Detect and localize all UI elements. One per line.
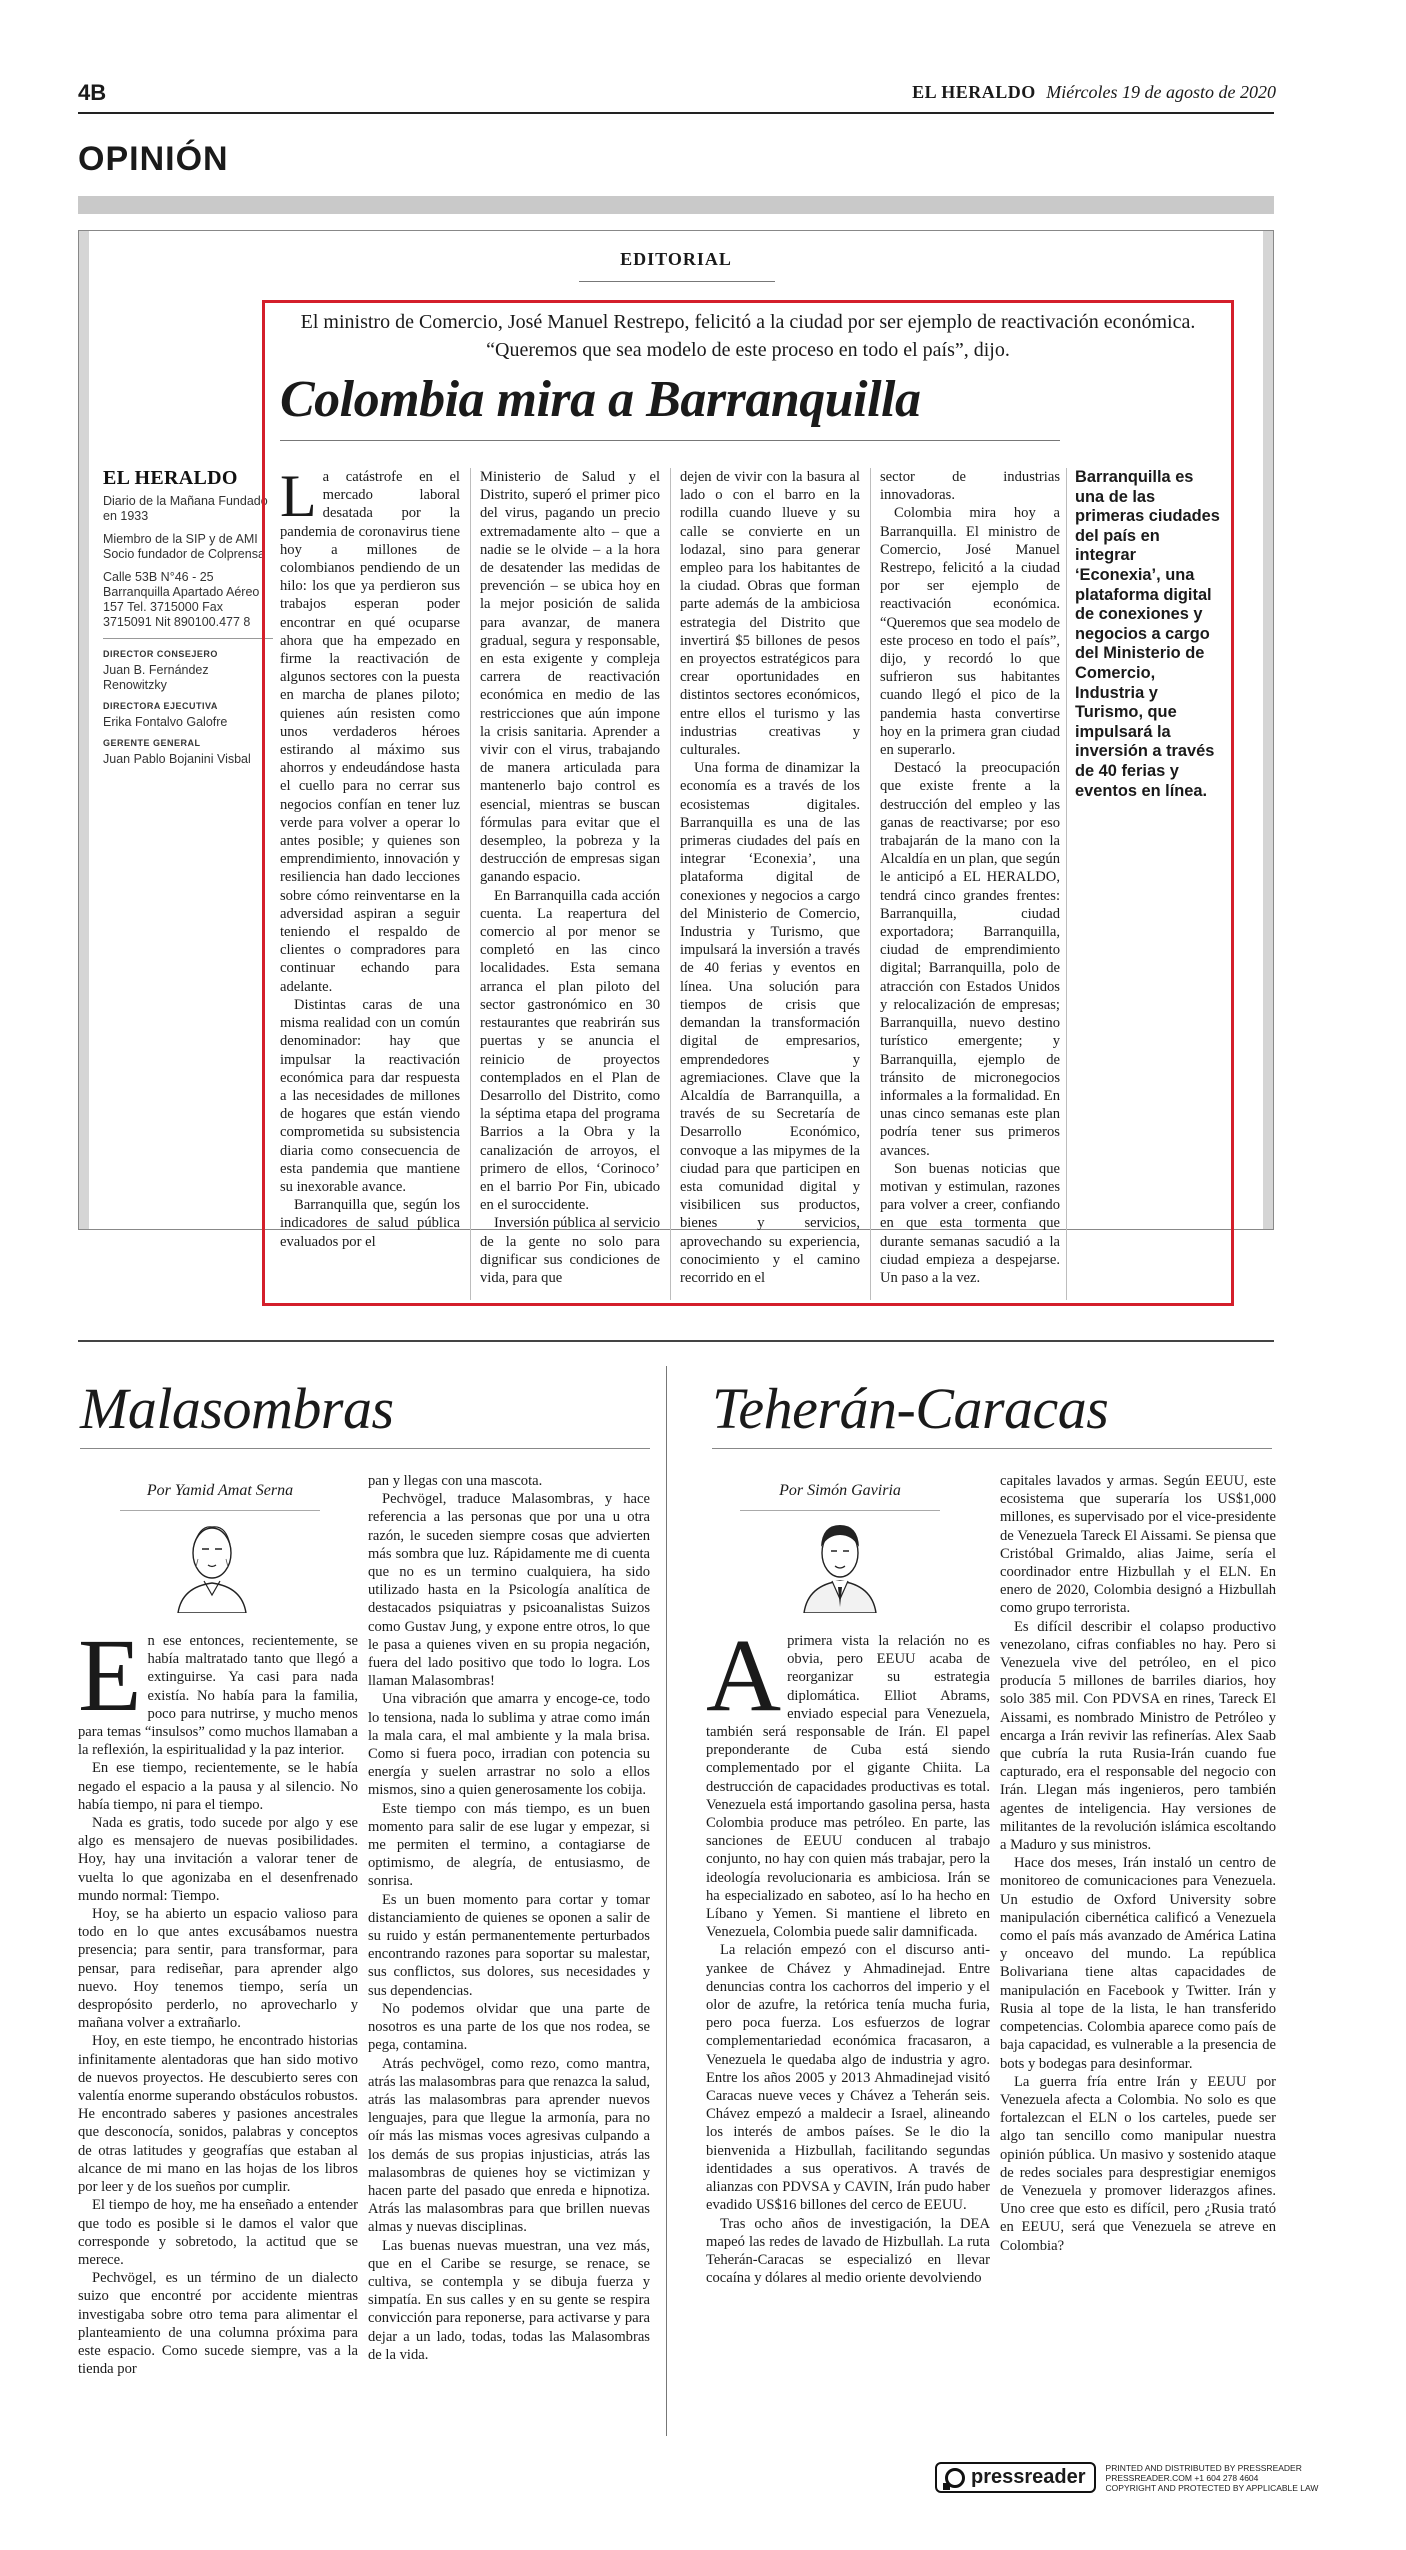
teheran-column-1: [706, 1632, 990, 2432]
editorial-label: EDITORIAL: [620, 249, 732, 269]
paragraph: Son buenas noticias que motivan y estimulan, razones para volver a creer, confiando en que esta tormenta que durante semanas sacudió a la ciudad empieza a despejarse. Un paso a la vez.: [880, 1160, 1060, 1286]
title-rule: [712, 1448, 1272, 1449]
section-separator: [78, 1340, 1274, 1342]
newspaper-name: EL HERALDO: [912, 82, 1036, 102]
pressreader-badge: [935, 2462, 1318, 2493]
section-title: OPINIÓN: [78, 140, 229, 178]
paragraph: Una vibración que amarra y encoge-ce, todo lo tensiona, nada lo sublima y atrae como imán la mala cara, el mal ambiente y la mala brisa. Como si fuera poco, irradian con potencia su energía y suelen arrastrar no solo a ellos mismos, sino a quien generosamente los cobija.: [368, 1691, 650, 1799]
masthead-sidebar: [103, 467, 273, 771]
drop-cap: E: [78, 1632, 142, 1733]
paragraph: La guerra fría entre Irán y EEUU por Venezuela afecta a Colombia. No solo es que fortalezcan el ELN o los carteles, puede ser algo tan sencillo como manipular nuestra opinión pública. Un masivo y sostenido ataque de redes sociales para desprestigiar enemigos de Venezuela y promover liderazgos afines. Uno cree que esto es difícil, pero ¿Rusia trató en EEUU, será que Venezuela se atreve en Colombia?: [1000, 2073, 1276, 2254]
pressreader-notice: PRINTED AND DISTRIBUTED BY PRESSREADER PRESSREADER.COM +1 604 278 4604 COPYRIGHT AND PROTECTED BY APPLICABLE LAW: [1105, 2462, 1319, 2493]
paragraph: La catástrofe en el mercado laboral desatada por la pandemia de coronavirus tiene hoy a millones de colombianos pendiendo de un hilo: los que ya perdieron sus trabajos esperan poder encontrar en qué ocuparse ahora que ha empezado en firme la reactivación de algunos sectores con la puesta en marcha de planes piloto; quienes aún resisten como unos verdaderos héroes estirando al máximo sus ahorros y endeudándose hasta el cuello para no cerrar sus negocios confían en tener luz verde para volver a operar lo antes posible; y quienes son emprendimiento, innovación y resiliencia han dado lecciones sobre cómo reinventarse en la adversidad aspiran a seguir teniendo el respaldo de clientes o compradores para continuar echando para adelante.: [280, 468, 460, 995]
masthead-line: [912, 82, 1276, 103]
paragraph: El tiempo de hoy, me ha enseñado a entender que todo es posible si le damos el valor que corresponde y sobretodo, la actitud que se merece.: [78, 2197, 358, 2268]
editorial-column-2: [480, 468, 660, 1300]
general-manager-role: GERENTE GENERAL: [103, 738, 201, 748]
paragraph: Hoy, en este tiempo, he encontrado historias infinitamente alentadoras que han sido motivo de nuevos proyectos. He descubierto seres con valentía enorme superando obstáculos robustos. He encontrado saberes y pasiones ancestrales que desconocía, sonidos, palabras y conceptos de otras latitudes y geografías que estaban al alcance de mi mano en las hojas de los libros por leer y de los sueños por cumplir.: [78, 2033, 358, 2196]
editorial-column-4: [880, 468, 1060, 1300]
teheran-column-2: [1000, 1472, 1276, 2432]
paragraph: Las buenas nuevas muestran, una vez más, que en el Caribe se resurge, se renace, se cultiva, se contempla y se dibuja fuerza y simpatía. En sus calles y en su gente se respira convicción para reponerse, para activarse y para dejar a un lado, todas, todas las Malasombras de la vida.: [368, 2237, 650, 2363]
paragraph: Es un buen momento para cortar y tomar distanciamiento de quienes se oponen a salir de su ruido y están permanentemente perturbados encontrando razones para soportar su malestar, sus conflictos, sus dolores, sus necesidades y sus dependencias.: [368, 1891, 650, 1999]
frame-shade-right: [1263, 231, 1273, 1229]
column-rule: [670, 468, 671, 1300]
exec-director-name: Erika Fontalvo Galofre: [103, 715, 228, 729]
pressreader-logo: [935, 2462, 1096, 2493]
paragraph: Hoy, se ha abierto un espacio valioso para todo en lo que antes excusábamos nuestra presencia; para sentir, para transformar, para pensar, para rediseñar, para aprender algo nuevo. Hoy tenemos tiempo, sería un despropósito perderlo, no aprovecharlo y mañana volver a extrañarlo.: [78, 1906, 358, 2032]
paragraph: No podemos olvidar que una parte de nosotros es una parte de los que nos rodea, se pega, contamina.: [368, 2000, 650, 2054]
general-manager-name: Juan Pablo Bojanini Visbal: [103, 752, 251, 766]
paragraph: Distintas caras de una misma realidad con un común denominador: hay que impulsar la reactivación económica para dar respuesta a las necesidades de millones de hogares que están viendo comprometida su subsistencia diaria como consecuencia de esta pandemia que mantiene su inexorable avance.: [280, 996, 460, 1195]
author-portrait-gaviria: [796, 1515, 884, 1613]
column-rule: [470, 468, 471, 1300]
frame-shade-left: [79, 231, 89, 1229]
paragraph: En ese tiempo, recientemente, se le había negado el espacio a la pausa y al silencio. No había tiempo, ni para el tiempo.: [78, 1760, 358, 1813]
title-rule: [80, 1448, 650, 1449]
teheran-title: Teherán-Caracas: [712, 1376, 1109, 1441]
malasombras-column-1: [78, 1632, 358, 2432]
editorial-label-rule: [579, 281, 775, 282]
paragraph: dejen de vivir con la basura al lado o con el barro en la rodilla cuando llueve y su calle se convierte en un lodazal, sino para generar empleo para los habitantes de la ciudad. Obras que forman parte además de la ambiciosa estrategia del Distrito que invertirá $5 billones de pesos en proyectos estratégicos para crear oportunidades en distintos sectores económicos, entre ellos el turismo y las industrias creativas y culturales.: [680, 469, 860, 759]
founded-text: Diario de la Mañana Fundado en 1933: [103, 494, 268, 523]
column-divider: [666, 1366, 667, 2436]
editorial-column-1: [280, 468, 460, 1300]
author-portrait-amat: [168, 1515, 256, 1613]
editorial-headline: Colombia mira a Barranquilla: [280, 371, 921, 428]
paragraph: Ministerio de Salud y el Distrito, superó el primer pico del virus, pagando un precio extremadamente alto – que a nadie se le olvide – a la hora de desatender las medidas de prevención – se ubica hoy en la mejor posición de salida para avanzar, de manera gradual, segura y responsable, en esta exigente y compleja carrera de reactivación económica en medio de las restricciones que aún impone la crisis sanitaria. Aprender a vivir con el virus, trabajando de manera articulada para mantenerlo bajo control es esencial, mientras se buscan fórmulas para evitar que el desempleo, la pobreza y la destrucción de empresas sigan ganando espacio.: [480, 469, 660, 886]
paragraph: sector de industrias innovadoras.: [880, 469, 1060, 504]
paragraph: Colombia mira hoy a Barranquilla. El ministro de Comercio, José Manuel Restrepo, felicitó a la ciudad por ser ejemplo de reactivación económica. “Queremos que sea modelo de este proceso en todo el país”, dijo, y recordó lo que sufrieron sus habitantes cuando llegó el pico de la pandemia hasta convertirse hoy en la primera gran ciudad en superarlo.: [880, 505, 1060, 759]
sidebar-rule: [103, 638, 273, 639]
paragraph: Inversión pública al servicio de la gente no solo para dignificar sus condiciones de vida, para que: [480, 1215, 660, 1286]
paragraph: Destacó la preocupación que existe frente a la destrucción del empleo y las ganas de reactivarse; por eso trabajarán de la mano con la Alcaldía en un plan, que según le anticipó a EL HERALDO, tendrá cinco grandes frentes: Barranquilla, ciudad exportadora; Barranquilla, ciudad de emprendimiento digital; Barranquilla, polo de atracción con Estados Unidos y relocalización de empresas; Barranquilla, nuevo destino turístico emergente; y Barranquilla, ejemplo de tránsito de micronegocios informales a la formalidad. En unas cinco semanas este plan podría tener sus primeros avances.: [880, 760, 1060, 1159]
paragraph: La relación empezó con el discurso anti-yankee de Chávez y Ahmadinejad. Entre denuncias contra los cachorros del imperio y el olor de azufre, la retórica tenía mucha furia, pero poca fuerza. Los esfuerzos de lograr complementariedad económica fracasaron, a Venezuela le quedaba algo de industria y agro. Entre los años 2005 y 2013 Ahmadinejad visitó Caracas nueve veces y Chávez a Teherán seis. Chávez empezó a maldecir a Israel, alineando los interés de ambos países. Se le dio la bienvenida a Hizbullah, facilitando segundas identidades a sus operativos. A través de alianzas con PDVSA y CAVIN, Irán pudo haber evadido US$16 billones del cerco de EEUU.: [706, 1942, 990, 2214]
paragraph: Aprimera vista la relación no es obvia, pero EEUU acaba de reorganizar su estrategia diplomática. Elliot Abrams, enviado especial para Venezuela, también será responsable de Irán. El papel preponderante de Cuba está siendo complementado por el gigante Chiita. La destrucción de capacidades productivas es total. Venezuela está importando gasolina persa, hasta Colombia produce mas petróleo. En parte, las sanciones de EEUU conducen al trabajo conjunto, no hay con quien más trabajar, pero la ideología revolucionaria es ambiciosa. Irán se ha especializado en saboteo, así lo ha hecho en Líbano y Yemen. Si mantiene el libreto en Venezuela, Colombia puede salir damnificada.: [706, 1632, 990, 1941]
page-number: 4B: [78, 80, 107, 105]
paragraph: Es difícil describir el colapso productivo venezolano, cifras confiables no hay. Pero si Venezuela vive del petróleo, en el pico producía 5 millones de barriles diarios, hoy solo 385 mil. Con PDVSA en rines, Tareck El Aissami, es nombrado Ministro de Petróleo y encarga a Irán revivir las refinerías. Alex Saab que cubría la ruta Rusia-Irán cuando fue capturado, era el responsable del negocio con Irán. Llegan más ingenieros, pero también agentes de inteligencia. Hay versiones de militantes de la revolución islámica escoltando a Maduro y sus ministros.: [1000, 1618, 1276, 1854]
address-text: Calle 53B N°46 - 25 Barranquilla Apartado Aéreo 157 Tel. 3715000 Fax 3715091 Nit 890100.477 8: [103, 570, 260, 629]
paragraph: Barranquilla que, según los indicadores de salud pública evaluados por el: [280, 1197, 460, 1250]
editorial-column-3: [680, 468, 860, 1300]
byline-rule: [120, 1510, 320, 1511]
issue-date: Miércoles 19 de agosto de 2020: [1046, 82, 1276, 102]
pressreader-mark-icon: [945, 2468, 965, 2488]
paragraph: capitales lavados y armas. Según EEUU, este ecosistema que superaría los US$1,000 millones, es supervisado por el vice-presidente de Venezuela Tareck El Aissami. Se piensa que Cristóbal Grimaldo, alias Jaime, sería el coordinador entre Hizbullah y el ELN. En enero de 2020, Colombia designó a Hizbullah como grupo terrorista.: [1000, 1473, 1276, 1617]
paragraph: Este tiempo con más tiempo, es un buen momento para salir de ese lugar y empezar, si me permiten el termino, a contagiarse de optimismo, de alegría, de entusiasmo, de sonrisa.: [368, 1800, 650, 1890]
teheran-byline: Por Simón Gaviria: [779, 1482, 901, 1499]
malasombras-column-2: [368, 1472, 650, 2432]
editorial-lead: El ministro de Comercio, José Manuel Restrepo, felicitó a la ciudad por ser ejemplo de reactivación económica. “Queremos que sea modelo de este proceso en todo el país”, dijo.: [300, 311, 1196, 361]
section-band: [78, 196, 1274, 214]
editorial-callout: Barranquilla es una de las primeras ciudades del país en integrar ‘Econexia’, una plataforma digital de conexiones y negocios a cargo del Ministerio de Comercio, Industria y Turismo, que impulsará la inversión a través de 40 ferias y eventos en línea.: [1075, 468, 1220, 800]
paragraph: Una forma de dinamizar la economía es a través de los ecosistemas digitales. Barranquilla es una de las primeras ciudades del país en integrar ‘Econexia’, una plataforma digital de conexiones y negocios a cargo del Ministerio de Comercio, Industria y Turismo, que impulsará la inversión a través de 40 ferias y eventos en línea. Una solución para tiempos de crisis que demandan la transformación digital de empresarios, emprendedores y agremiaciones. Clave que la Alcaldía de Barranquilla, a través de su Secretaría de Desarrollo Económico, convoque a las mipymes de la ciudad para que participen en esta comunidad digital y visibilicen sus productos, bienes y servicios, aprovechando su experiencia, conocimiento y el camino recorrido en el: [680, 760, 860, 1286]
malasombras-title: Malasombras: [80, 1376, 394, 1441]
paragraph: En Barranquilla cada acción cuenta. La reapertura del comercio al por menor se completó en las cinco localidades. Esta semana arranca el plan piloto del sector gastronómico en 30 restaurantes que reabrirán sus puertas y se anuncia el reinicio de proyectos contemplados en el Plan de Desarrollo del Distrito, como la séptima etapa del programa Barrios a la Obra y la canalización de arroyos, el primero de ellos, ‘Corinoco’ en el barrio Por Fin, ubicado en el suroccidente.: [480, 887, 660, 1214]
byline-rule: [740, 1510, 940, 1511]
paragraph: Tras ocho años de investigación, la DEA mapeó las redes de lavado de Hizbullah. La ruta Teherán-Caracas se especializó en llevar cocaína y dólares al medio oriente devolviendo: [706, 2215, 990, 2287]
paragraph: En ese entonces, recientemente, se había maltratado tanto que llegó a extinguirse. Ya casi para nada existía. No había para la familia, poco para nutrirse, y mucho menos para temas “insulsos” como muchos llamaban a la reflexión, la espiritualidad y la paz interior.: [78, 1632, 358, 1759]
newspaper-logo: EL HERALDO: [103, 467, 238, 489]
paragraph: Hace dos meses, Irán instaló un centro de monitoreo de comunicaciones para Venezuela. Un estudio de Oxford University sobre manipulación cibernética calificó a Venezuela como el país más avanzado de América Latina y onceavo del mundo. La república Bolivariana tiene altas capacidades de manipulación en Facebook y Twitter. Irán y Rusia al tope de la lista, le han transferido competencias. Colombia aparece como país de baja capacidad, es vulnerable a la presencia de bots y bodegas para desinformar.: [1000, 1855, 1276, 2072]
malasombras-byline: Por Yamid Amat Serna: [146, 1482, 294, 1499]
drop-cap: A: [706, 1632, 782, 1733]
column-rule: [870, 468, 871, 1300]
director-name: Juan B. Fernández Renowitzky: [103, 663, 209, 692]
paragraph: Atrás pechvögel, como rezo, como mantra, atrás las malasombras para que renazca la salud, atrás las malasombras para aprender nuevos lenguajes, para que llegue la armonía, para no oír más las mismas voces agresivas culpando a los demás de sus propias injusticias, atrás las malasombras de quienes hoy se victimizan y hacen parte del pasado que enreda e hipnotiza. Atrás las malasombras para que brillen nuevas almas y nuevas disciplinas.: [368, 2055, 650, 2236]
exec-director-role: DIRECTORA EJECUTIVA: [103, 701, 218, 711]
director-role: DIRECTOR CONSEJERO: [103, 649, 218, 659]
drop-cap: L: [280, 468, 317, 529]
paragraph: Pechvögel, traduce Malasombras, y hace referencia a las personas que por una u otra razón, le suceden siempre cosas que advierten más sombra que luz. Rápidamente me di cuenta que no es un termino cualquiera, ha sido utilizado hasta en la Psicología analítica de destacados psiquiatras y psicoanalistas Suizos como Gustav Jung, y expone entre otros, lo que le pasa a quienes viven en su propia negación, fuera del lado positivo que todo lo logra. Los llaman Malasombras!: [368, 1491, 650, 1690]
paragraph: Nada es gratis, todo sucede por algo y ese algo es mensajero de nuevas posibilidades. Hoy, hay una invitación a valorar tener de vuelta lo que agonizaba en el desenfrenado mundo normal: Tiempo.: [78, 1815, 358, 1904]
paragraph: pan y llegas con una mascota.: [368, 1473, 543, 1489]
column-rule: [1066, 468, 1067, 1300]
header-rule: [78, 112, 1274, 114]
pressreader-brand: pressreader: [971, 2466, 1086, 2488]
headline-rule: [280, 440, 1060, 441]
membership-text: Miembro de la SIP y de AMI Socio fundador de Colprensa: [103, 532, 265, 561]
paragraph: Pechvögel, es un término de un dialecto suizo que encontré por accidente mientras investigaba sobre otro tema para alimentar el planteamiento de una columna próxima para este espacio. Como sucede siempre, vas a la tienda por: [78, 2270, 358, 2378]
